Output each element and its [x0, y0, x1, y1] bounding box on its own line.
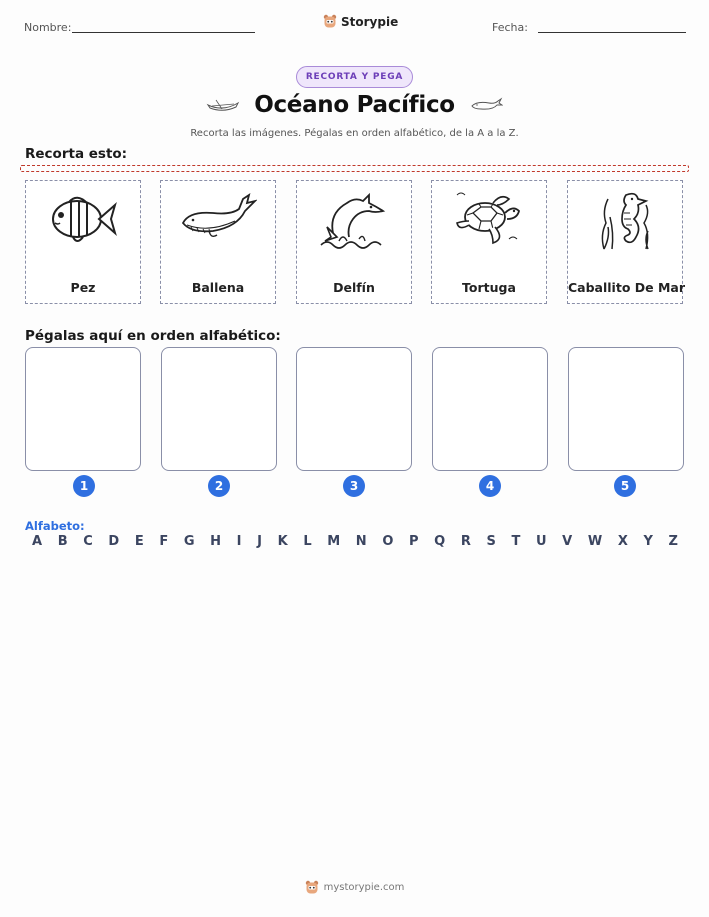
- date-field[interactable]: [538, 32, 686, 33]
- paste-slot-5[interactable]: [568, 347, 684, 471]
- page-title: Océano Pacífico: [254, 92, 455, 118]
- alphabet-letter: Q: [434, 534, 446, 549]
- slot-number-badge: 5: [614, 475, 636, 497]
- alphabet-letter: S: [486, 534, 496, 549]
- alphabet-letter: Z: [668, 534, 678, 549]
- alphabet-letter: V: [562, 534, 573, 549]
- slot-number-badge: 3: [343, 475, 365, 497]
- paste-slot-4[interactable]: [432, 347, 548, 471]
- paste-section-label: Pégalas aquí en orden alfabético:: [25, 328, 281, 344]
- paste-slot-2[interactable]: [161, 347, 277, 471]
- alphabet-letter: W: [587, 534, 603, 549]
- brand-logo: [323, 14, 398, 29]
- slot-number-badge: 2: [208, 475, 230, 497]
- card-tortuga[interactable]: [431, 180, 547, 304]
- alphabet-letter: K: [277, 534, 288, 549]
- alphabet-letter: O: [382, 534, 394, 549]
- paste-slot-3[interactable]: [296, 347, 412, 471]
- alphabet-letter: J: [257, 534, 262, 549]
- cut-section-label: Recorta esto:: [25, 146, 128, 162]
- dolphin-icon: [319, 187, 389, 253]
- card-label: Tortuga: [462, 280, 516, 295]
- alphabet-letter: M: [327, 534, 341, 549]
- card-label: Caballito De Mar: [568, 280, 686, 295]
- footer: [305, 880, 405, 895]
- name-field[interactable]: [72, 32, 255, 33]
- alphabet-letter: X: [617, 534, 628, 549]
- slot-number-badge: 1: [73, 475, 95, 497]
- alphabet-letter: N: [355, 534, 367, 549]
- name-label: Nombre:: [24, 21, 72, 34]
- alphabet-letter: U: [535, 534, 547, 549]
- alphabet-letter: I: [236, 534, 242, 549]
- turtle-icon: [453, 187, 525, 249]
- alphabet-letter: H: [210, 534, 222, 549]
- brand-name: Storypie: [341, 14, 399, 29]
- whale-small-icon: [469, 97, 503, 113]
- card-delfin[interactable]: [296, 180, 412, 304]
- card-pez[interactable]: [25, 180, 141, 304]
- alphabet-letter: C: [83, 534, 93, 549]
- card-label: Pez: [70, 280, 96, 295]
- alphabet-letter: T: [511, 534, 521, 549]
- alphabet-letter: F: [159, 534, 169, 549]
- alphabet-letter: G: [183, 534, 195, 549]
- card-ballena[interactable]: [160, 180, 276, 304]
- footer-url[interactable]: mystorypie.com: [323, 882, 405, 893]
- fish-icon: [47, 187, 119, 249]
- alphabet-letter: L: [303, 534, 312, 549]
- alphabet-label: Alfabeto:: [25, 519, 85, 533]
- cut-line: [20, 165, 689, 172]
- instructions: Recorta las imágenes. Pégalas en orden alfabético, de la A a la Z.: [190, 128, 519, 139]
- card-label: Delfín: [333, 280, 375, 295]
- alphabet-letter: Y: [643, 534, 653, 549]
- alphabet-letter: A: [32, 534, 43, 549]
- whale-icon: [179, 187, 257, 249]
- canoe-icon: [206, 97, 240, 113]
- alphabet-row: [32, 534, 678, 549]
- storypie-logo-icon: [323, 14, 337, 29]
- alphabet-letter: P: [409, 534, 419, 549]
- paste-slot-1[interactable]: [25, 347, 141, 471]
- alphabet-letter: B: [57, 534, 68, 549]
- alphabet-letter: E: [134, 534, 144, 549]
- storypie-logo-icon: [305, 880, 319, 895]
- card-caballito-de-mar[interactable]: [567, 180, 686, 304]
- alphabet-letter: R: [460, 534, 471, 549]
- seahorse-icon: [594, 187, 656, 253]
- alphabet-letter: D: [108, 534, 120, 549]
- card-label: Ballena: [191, 280, 245, 295]
- date-label: Fecha:: [492, 21, 528, 34]
- activity-badge: RECORTA Y PEGA: [296, 66, 413, 88]
- slot-number-badge: 4: [479, 475, 501, 497]
